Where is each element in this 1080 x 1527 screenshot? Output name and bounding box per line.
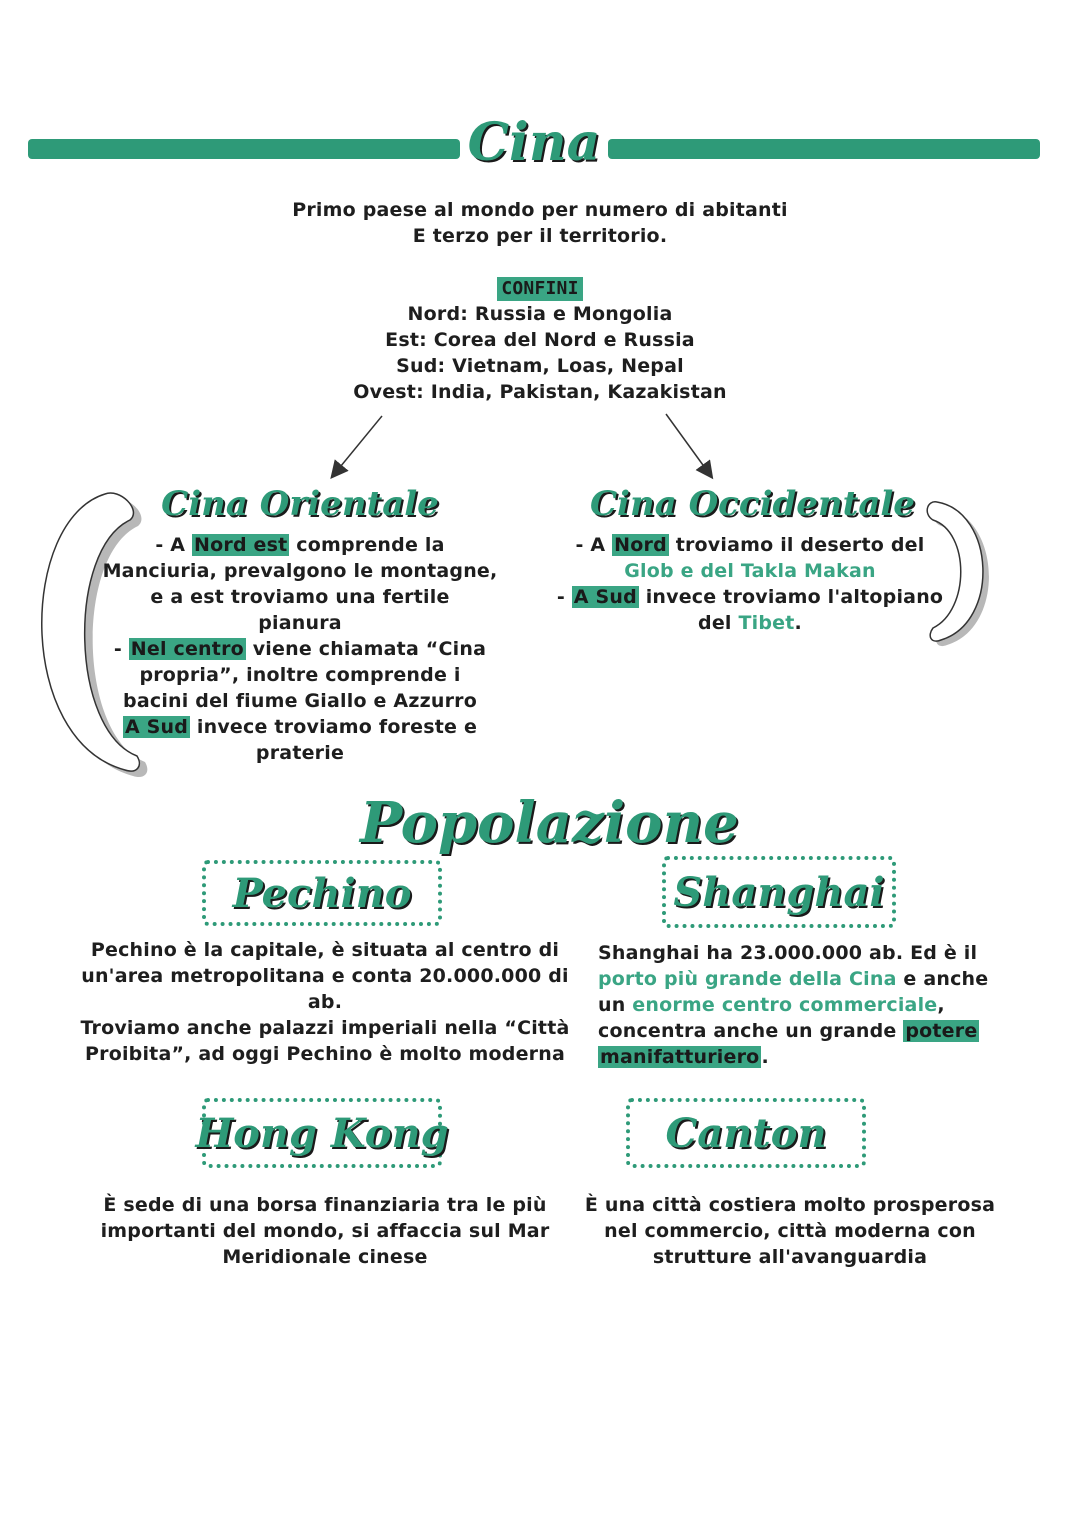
orientale-text [90, 532, 510, 766]
shanghai-l3-post: , [937, 994, 945, 1016]
orientale-p3-highlight: A Sud [124, 716, 189, 738]
shanghai-potere: potere [905, 1020, 978, 1042]
hongkong-title: Hong Kong [195, 1109, 449, 1157]
orientale-p1-pre: - A [155, 534, 193, 556]
confini-sud: Sud: Vietnam, Loas, Nepal [396, 355, 684, 377]
occidentale-p1-post: troviamo il deserto del [668, 534, 925, 556]
orientale-line: praterie [255, 742, 345, 764]
confini-label: CONFINI [497, 277, 582, 301]
page-title: Cina [467, 112, 601, 173]
pechino-line: ab. [307, 991, 343, 1013]
occidentale-l4-post: . [794, 612, 802, 634]
shanghai-text [598, 940, 1018, 1070]
orientale-line: propria”, inoltre comprende i [139, 664, 461, 686]
popolazione-title: Popolazione [360, 790, 739, 856]
canton-title: Canton [665, 1109, 827, 1157]
canton-line: strutture all'avanguardia [652, 1246, 928, 1268]
pechino-line: un'area metropolitana e conta 20.000.000 di [81, 965, 569, 987]
occidentale-tibet: Tibet [738, 612, 795, 634]
orientale-p1-highlight: Nord est [194, 534, 288, 556]
orientale-p2-pre: - [113, 638, 129, 660]
occidentale-title: Cina Occidentale [590, 484, 915, 524]
canton-line: nel commercio, città moderna con [604, 1220, 976, 1242]
hongkong-line: Meridionale cinese [222, 1246, 428, 1268]
hongkong-line: importanti del mondo, si affaccia sul Mar [100, 1220, 550, 1242]
canton-box [626, 1098, 866, 1168]
orientale-p2-highlight: Nel centro [130, 638, 244, 660]
shanghai-manifatturiero: manifatturiero [600, 1046, 760, 1068]
orientale-line: bacini del fiume Giallo e Azzurro [123, 690, 477, 712]
intro-line-1: Primo paese al mondo per numero di abitanti [292, 199, 788, 221]
arrows [0, 0, 1080, 520]
intro-line-2: E terzo per il territorio. [412, 225, 668, 247]
occidentale-line-green: Glob e del Takla Makan [624, 560, 876, 582]
shanghai-l4-pre: concentra anche un grande [598, 1020, 904, 1042]
occidentale-p2-highlight: A Sud [573, 586, 637, 608]
shanghai-title: Shanghai [673, 868, 885, 916]
orientale-p1-post: comprende la [289, 534, 445, 556]
orientale-line: e a est troviamo una fertile [150, 586, 450, 608]
shanghai-line: Shanghai ha 23.000.000 ab. Ed è il [598, 942, 978, 964]
shanghai-l5-post: . [761, 1046, 769, 1068]
orientale-p2-post: viene chiamata “Cina [245, 638, 487, 660]
shanghai-porto: porto più grande della Cina [598, 968, 897, 990]
hongkong-line: È sede di una borsa finanziaria tra le più [103, 1194, 547, 1216]
hongkong-text [80, 1192, 570, 1270]
confini-ovest: Ovest: India, Pakistan, Kazakistan [353, 381, 727, 403]
canton-line: È una città costiera molto prosperosa [584, 1194, 996, 1216]
shanghai-l3-pre: un [598, 994, 633, 1016]
occidentale-p2-post: invece troviamo l'altopiano [638, 586, 944, 608]
shanghai-l2-post: e anche [896, 968, 989, 990]
pechino-line: Troviamo anche palazzi imperiali nella “Città [80, 1017, 570, 1039]
hongkong-box [195, 1098, 449, 1168]
pechino-line: Pechino è la capitale, è situata al centro di [90, 939, 560, 961]
pechino-title: Pechino [232, 869, 412, 917]
occidentale-p1-pre: - A [575, 534, 613, 556]
shanghai-box [662, 856, 896, 928]
orientale-p3-post: invece troviamo foreste e [190, 716, 478, 738]
orientale-title: Cina Orientale [161, 484, 439, 524]
pechino-line: Proibita”, ad oggi Pechino è molto moderna [85, 1043, 565, 1065]
canton-text [560, 1192, 1020, 1270]
confini-nord: Nord: Russia e Mongolia [407, 303, 673, 325]
occidentale-p1-highlight: Nord [614, 534, 667, 556]
orientale-line: pianura [258, 612, 342, 634]
pechino-box [202, 860, 442, 926]
shanghai-centro: enorme centro commerciale [632, 994, 938, 1016]
occidentale-l4-pre: del [698, 612, 739, 634]
occidentale-text [540, 532, 960, 636]
occidentale-p2-pre: - [556, 586, 572, 608]
arrow-left [336, 416, 382, 472]
confini-est: Est: Corea del Nord e Russia [385, 329, 695, 351]
orientale-line: Manciuria, prevalgono le montagne, [102, 560, 498, 582]
arrow-right [666, 414, 708, 472]
pechino-text [60, 937, 590, 1067]
